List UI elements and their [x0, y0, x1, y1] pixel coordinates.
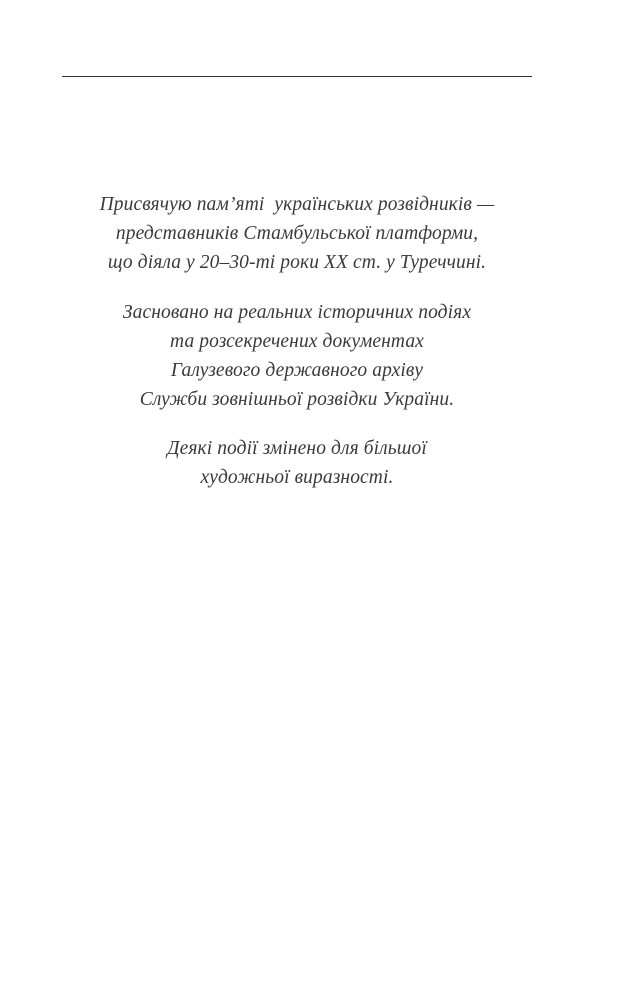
basis-line: та розсекречених документах [170, 331, 424, 352]
basis-line: Служби зовнішньої розвідки України. [139, 389, 455, 410]
dedication-line: представників Стамбульської платформи, [115, 223, 479, 244]
disclaimer-paragraph [0, 434, 594, 492]
disclaimer-line: художньої виразності. [200, 467, 394, 488]
disclaimer-line: Деякі події змінено для більшої [167, 438, 427, 459]
historical-basis-paragraph [0, 298, 594, 414]
top-rule [62, 76, 532, 77]
dedication-line: Присвячую пам’яті українських розвідників — [99, 194, 495, 215]
dedication-line: що діяла у 20–30-ті роки ХХ ст. у Туреччині. [107, 252, 487, 273]
basis-line: Галузевого державного архіву [170, 360, 424, 381]
dedication-paragraph [0, 190, 594, 277]
basis-line: Засновано на реальних історичних подіях [122, 302, 472, 323]
